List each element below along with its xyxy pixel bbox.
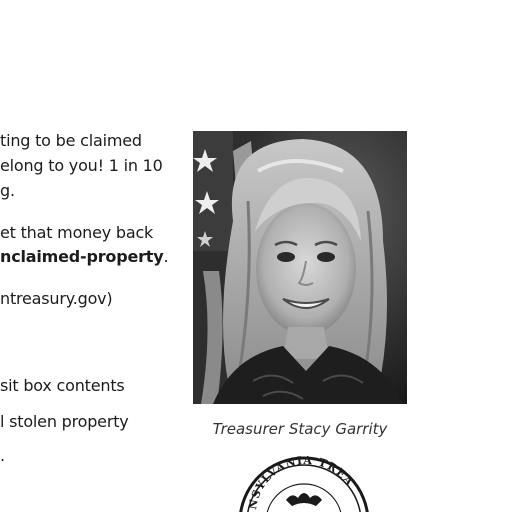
unclaimed-property-link-line <box>0 247 168 267</box>
body-text-line: et that money back <box>0 223 154 242</box>
list-item: . <box>0 446 5 465</box>
seal-arc-text: NSYLVANIA TREA <box>246 453 357 511</box>
treasury-url-line: ntreasury.gov) <box>0 289 113 308</box>
photo-caption: Treasurer Stacy Garrity <box>212 420 388 438</box>
body-text-line: g. <box>0 181 15 200</box>
period: . <box>163 247 169 266</box>
portrait-illustration <box>193 131 407 404</box>
pennsylvania-treasury-seal-icon <box>238 448 370 512</box>
treasurer-portrait-photo <box>193 131 407 404</box>
list-item: l stolen property <box>0 412 129 431</box>
body-text-line: ting to be claimed <box>0 131 142 150</box>
body-text-line: elong to you! 1 in 10 <box>0 156 163 175</box>
unclaimed-property-link[interactable]: nclaimed-property <box>0 247 164 266</box>
list-item: sit box contents <box>0 376 125 395</box>
